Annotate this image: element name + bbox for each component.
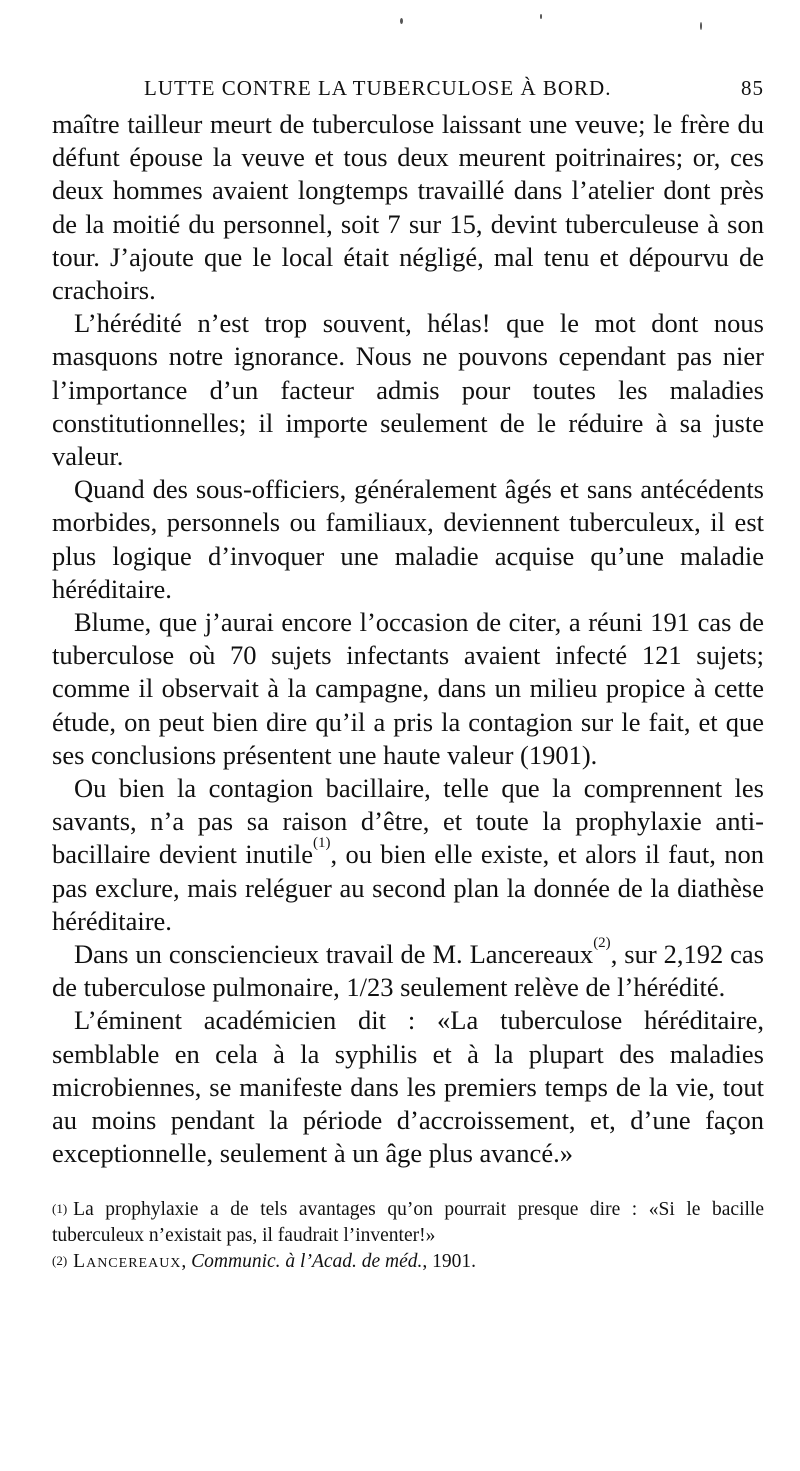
paragraph: Blume, que j’aurai encore l’occasion de citer, a réuni 191 cas de tuberculose où 70 sujets infectants avaient infecté 121 sujets; comme il observait à la campagne, dans un milieu propice à cette étude, on peut bien dire qu’il a pris la contagion sur le fait, et que ses conclusions présentent une haute valeur (1901). <box>52 607 764 770</box>
footnote-mark: (1) <box>52 1200 68 1216</box>
footnote-2 <box>52 1249 764 1275</box>
paper-speck <box>400 18 403 24</box>
footnote-ref-1[interactable]: (1) <box>312 835 331 852</box>
footnote-text: La prophylaxie a de tels avantages qu’on pourrait presque dire : «Si le bacille tuberculeux n’existait pas, il faudrait l’inventer!» <box>52 1198 764 1246</box>
footnote-1 <box>52 1197 764 1249</box>
footnote-source: Communic. à l’Acad. de méd. <box>191 1250 423 1272</box>
paper-speck <box>540 14 542 19</box>
paragraph: Quand des sous-officiers, généralement âgés et sans antécédents morbides, personnels ou familiaux, deviennent tuberculeux, il est plus logique d’invoquer une maladie acquise qu’une maladie héréditaire. <box>52 474 764 604</box>
footnote-author: Lancereaux <box>73 1250 182 1272</box>
paragraph-text: Dans un consciencieux travail de M. Lancereaux <box>74 939 594 970</box>
paragraph-text: Ou bien la contagion bacillaire, telle que la comprennent les savants, n’a pas sa raison d’être, et toute la prophylaxie anti-bacillaire devient inutile <box>52 773 764 870</box>
page-number: 85 <box>741 76 764 100</box>
paragraph: maître tailleur meurt de tuberculose laissant une veuve; le frère du défunt épouse la veuve et tous deux meurent poitrinaires; or, ces deux hommes avaient longtemps travaillé dans l’atelier dont près de la moitié du personnel, soit 7 sur 15, devint tuberculeuse à son tour. J’ajoute que le local était négligé, mal tenu et dépourvu de crachoirs. <box>52 109 764 306</box>
paragraph-text: , ou bien elle existe, et alors il faut, non pas exclure, mais reléguer au second plan la donnée de la diathèse héréditaire. <box>52 839 764 936</box>
footnote-year: , 1901. <box>422 1250 477 1272</box>
paper-speck <box>700 22 702 30</box>
footnotes <box>52 1197 764 1275</box>
book-page <box>52 72 764 1275</box>
footnote-separator: , <box>181 1250 192 1272</box>
paragraph-text: , sur 2,192 cas de tuberculose pulmonaire, 1/23 seulement relève de l’hérédité. <box>52 939 764 1003</box>
footnote-ref-2[interactable]: (2) <box>593 935 611 952</box>
paragraph <box>52 772 764 938</box>
paragraph: L’hérédité n’est trop souvent, hélas! que le mot dont nous masquons notre ignorance. Nous ne pouvons cependant pas nier l’importance d’un facteur admis pour toutes les maladies constitutionnelles; il importe seulement de le réduire à sa juste valeur. <box>52 308 764 472</box>
main-text <box>52 108 764 1171</box>
footnote-mark: (2) <box>52 1252 68 1268</box>
paragraph: L’éminent académicien dit : «La tuberculose héréditaire, semblable en cela à la syphilis et à la plupart des maladies microbiennes, se manifeste dans les premiers temps de la vie, tout au moins pendant la période d’accroissement, et, d’une façon exceptionnelle, seulement à un âge plus avancé.» <box>52 1005 764 1169</box>
running-head <box>52 72 764 108</box>
paragraph <box>52 935 764 1004</box>
running-title: LUTTE CONTRE LA TUBERCULOSE À BORD. <box>144 76 612 100</box>
